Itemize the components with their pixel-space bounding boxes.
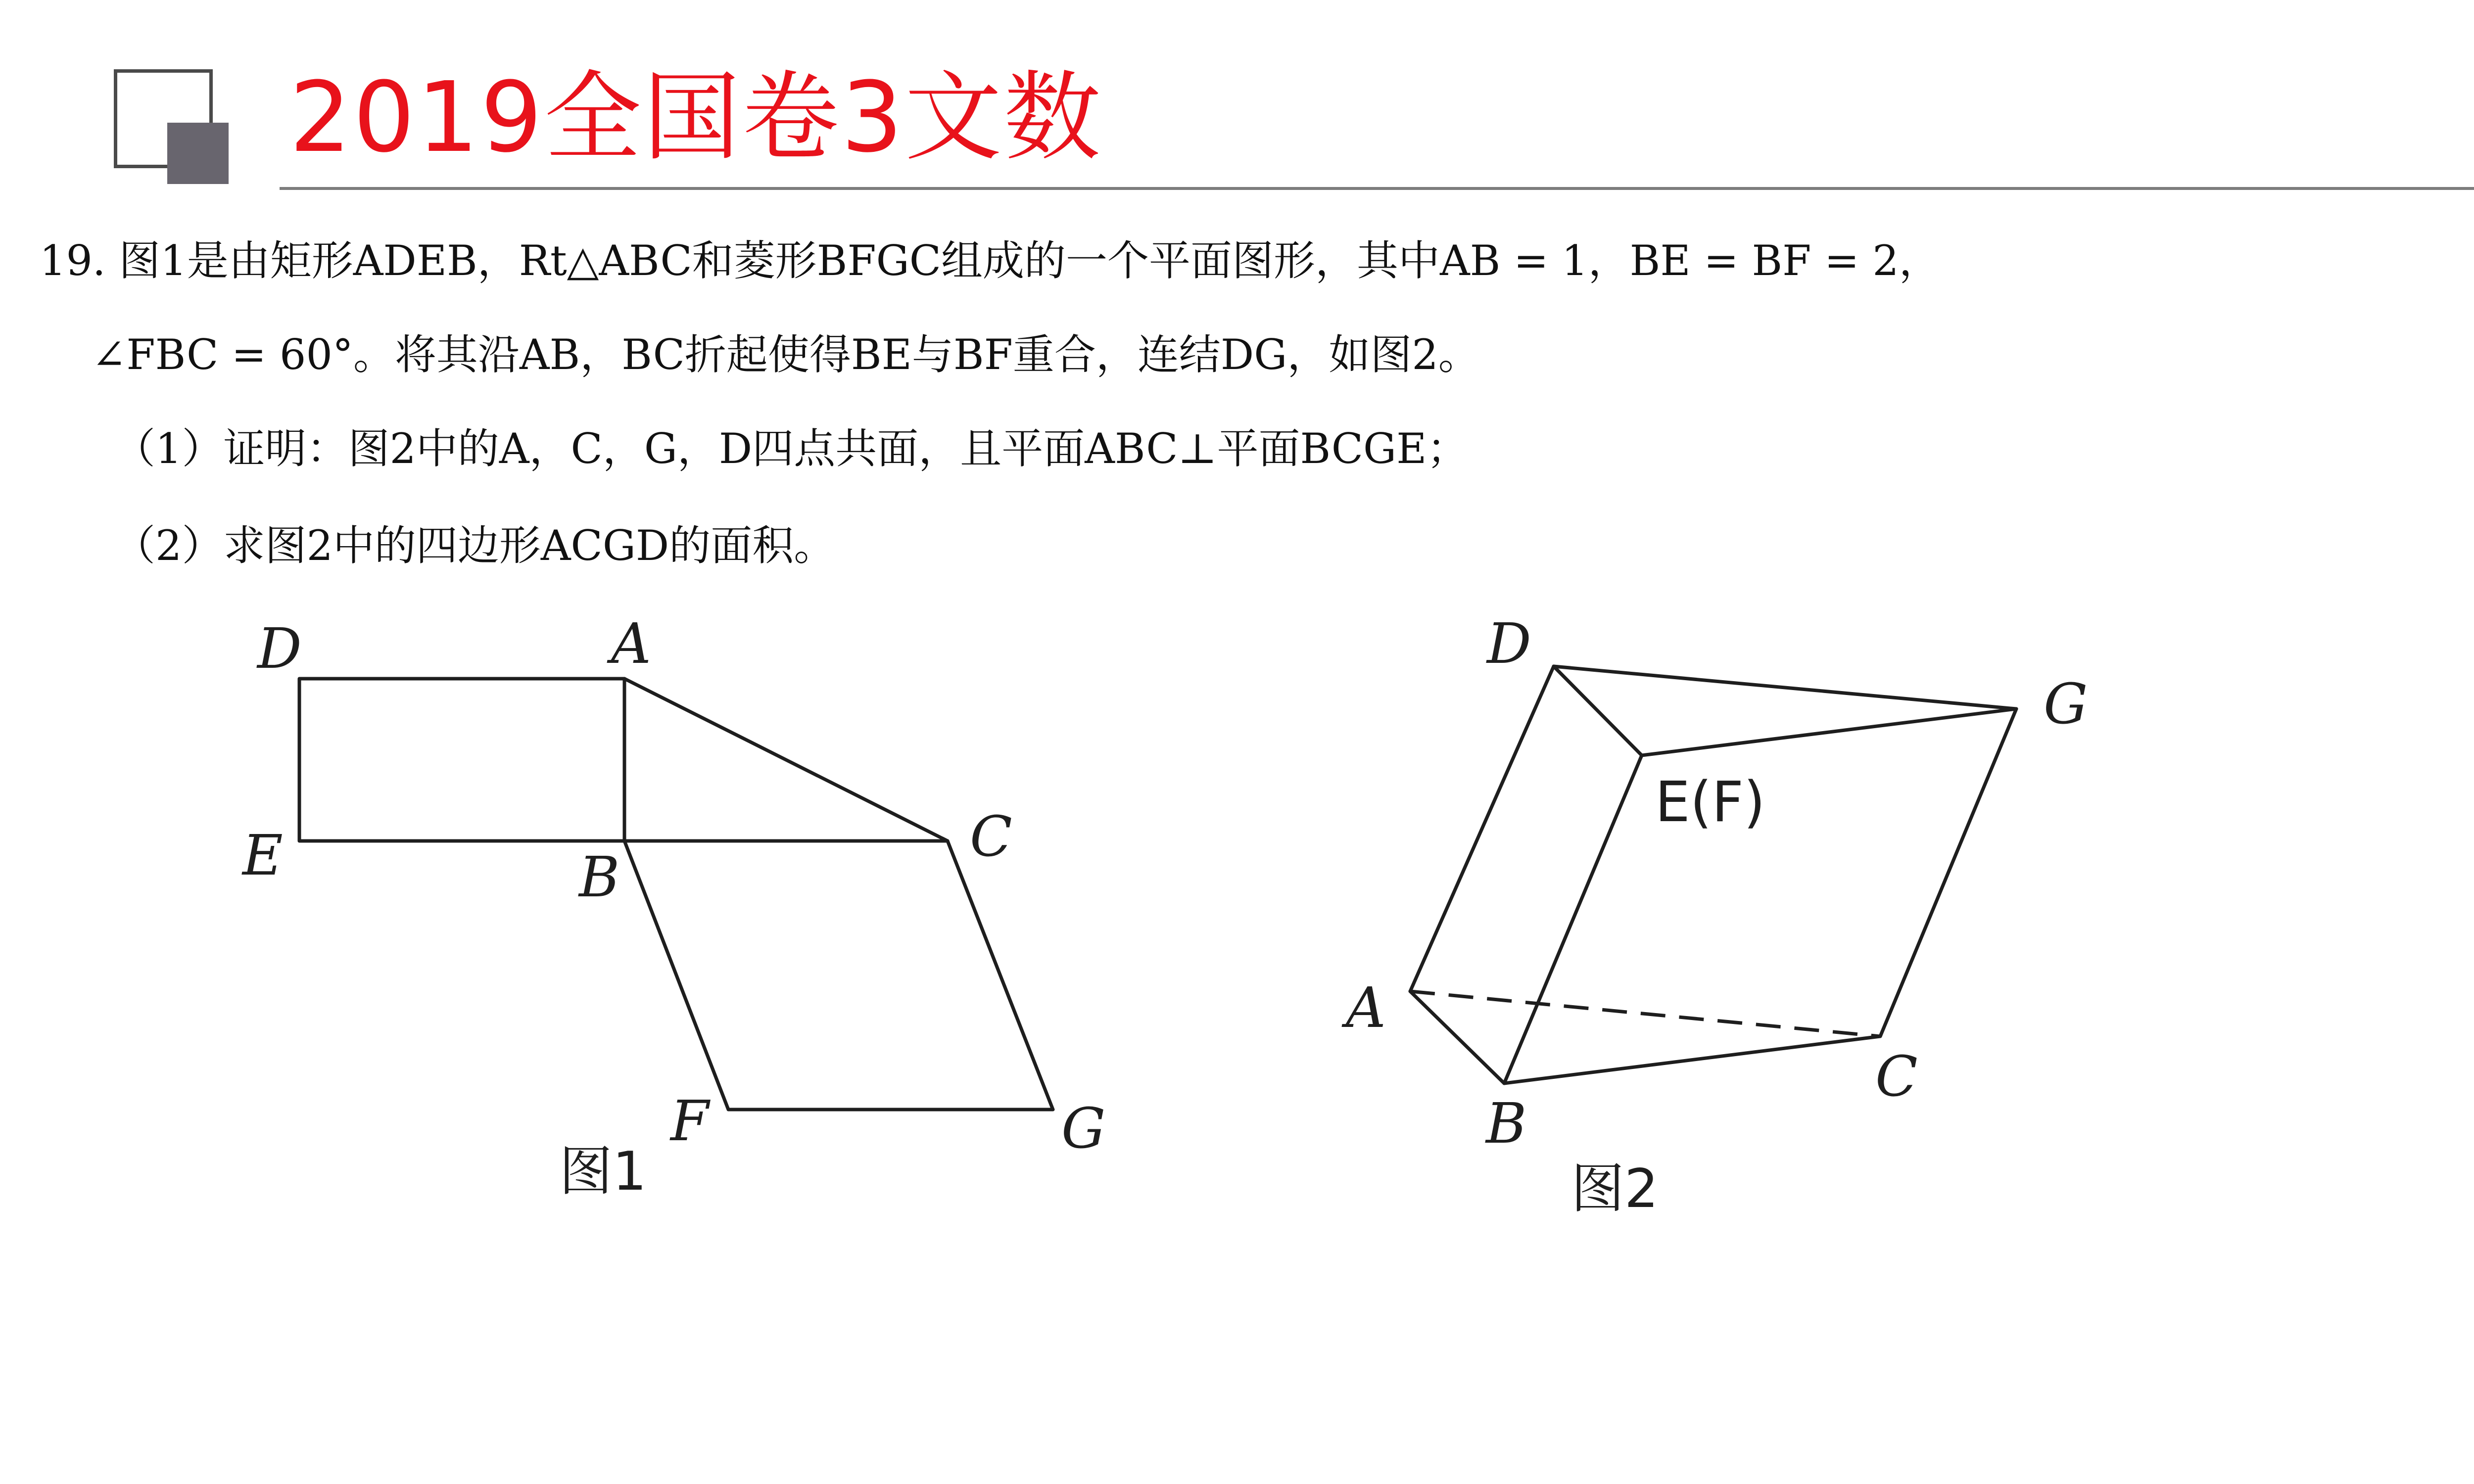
figure-2-edge-dg — [1554, 666, 2016, 709]
figure-2-edge-eb — [1504, 755, 1642, 1083]
figure-1-label-d: D — [257, 617, 302, 681]
figure-2-label-b: B — [1486, 1092, 1527, 1156]
figure-1-label-b: B — [579, 845, 620, 910]
figure-1-rhombus-bfgc — [624, 841, 1053, 1110]
figure-2-edge-bc — [1504, 1036, 1880, 1083]
figure-2 — [1341, 612, 2088, 1220]
figure-2-label-g: G — [2044, 672, 2088, 737]
slide-title: 2019全国卷3文数 — [289, 61, 1103, 174]
figure-2-caption: 图2 — [1571, 1158, 1659, 1220]
figure-1 — [241, 612, 1105, 1203]
figure-2-edge-eg — [1642, 709, 2016, 755]
figure-2-edge-gc — [1880, 709, 2016, 1036]
figure-2-label-c: C — [1875, 1045, 1918, 1109]
figure-2-edge-ab — [1410, 991, 1504, 1083]
figure-1-rectangle-adeb — [299, 679, 624, 841]
figure-2-edge-de — [1554, 666, 1642, 755]
question-stem-line-2: ∠FBC = 60°。将其沿AB，BC折起使得BE与BF重合，连结DG，如图2。 — [92, 330, 1480, 379]
figure-1-label-e: E — [242, 824, 283, 888]
figure-1-label-c: C — [970, 805, 1012, 869]
figure-2-label-ef: E(F) — [1655, 770, 1765, 835]
figure-1-label-g: G — [1061, 1097, 1106, 1161]
figure-2-label-d: D — [1487, 612, 1531, 676]
question-part-1: （1）证明：图2中的A，C，G，D四点共面，且平面ABC⊥平面BCGE； — [114, 424, 1469, 473]
figure-1-triangle-abc — [624, 679, 948, 841]
figure-2-edge-da — [1410, 666, 1554, 991]
question-stem-line-1: 19. 图1是由矩形ADEB，Rt△ABC和菱形BFGC组成的一个平面图形，其中AB = 1，BE = BF = 2， — [40, 236, 1941, 285]
question-part-2: （2）求图2中的四边形ACGD的面积。 — [114, 521, 836, 570]
figure-1-caption: 图1 — [559, 1141, 647, 1203]
figure-1-label-f: F — [670, 1089, 709, 1154]
figure-2-hidden-edge-ac — [1410, 991, 1880, 1036]
figure-1-label-a: A — [611, 612, 651, 676]
figure-2-label-a: A — [1346, 976, 1386, 1040]
